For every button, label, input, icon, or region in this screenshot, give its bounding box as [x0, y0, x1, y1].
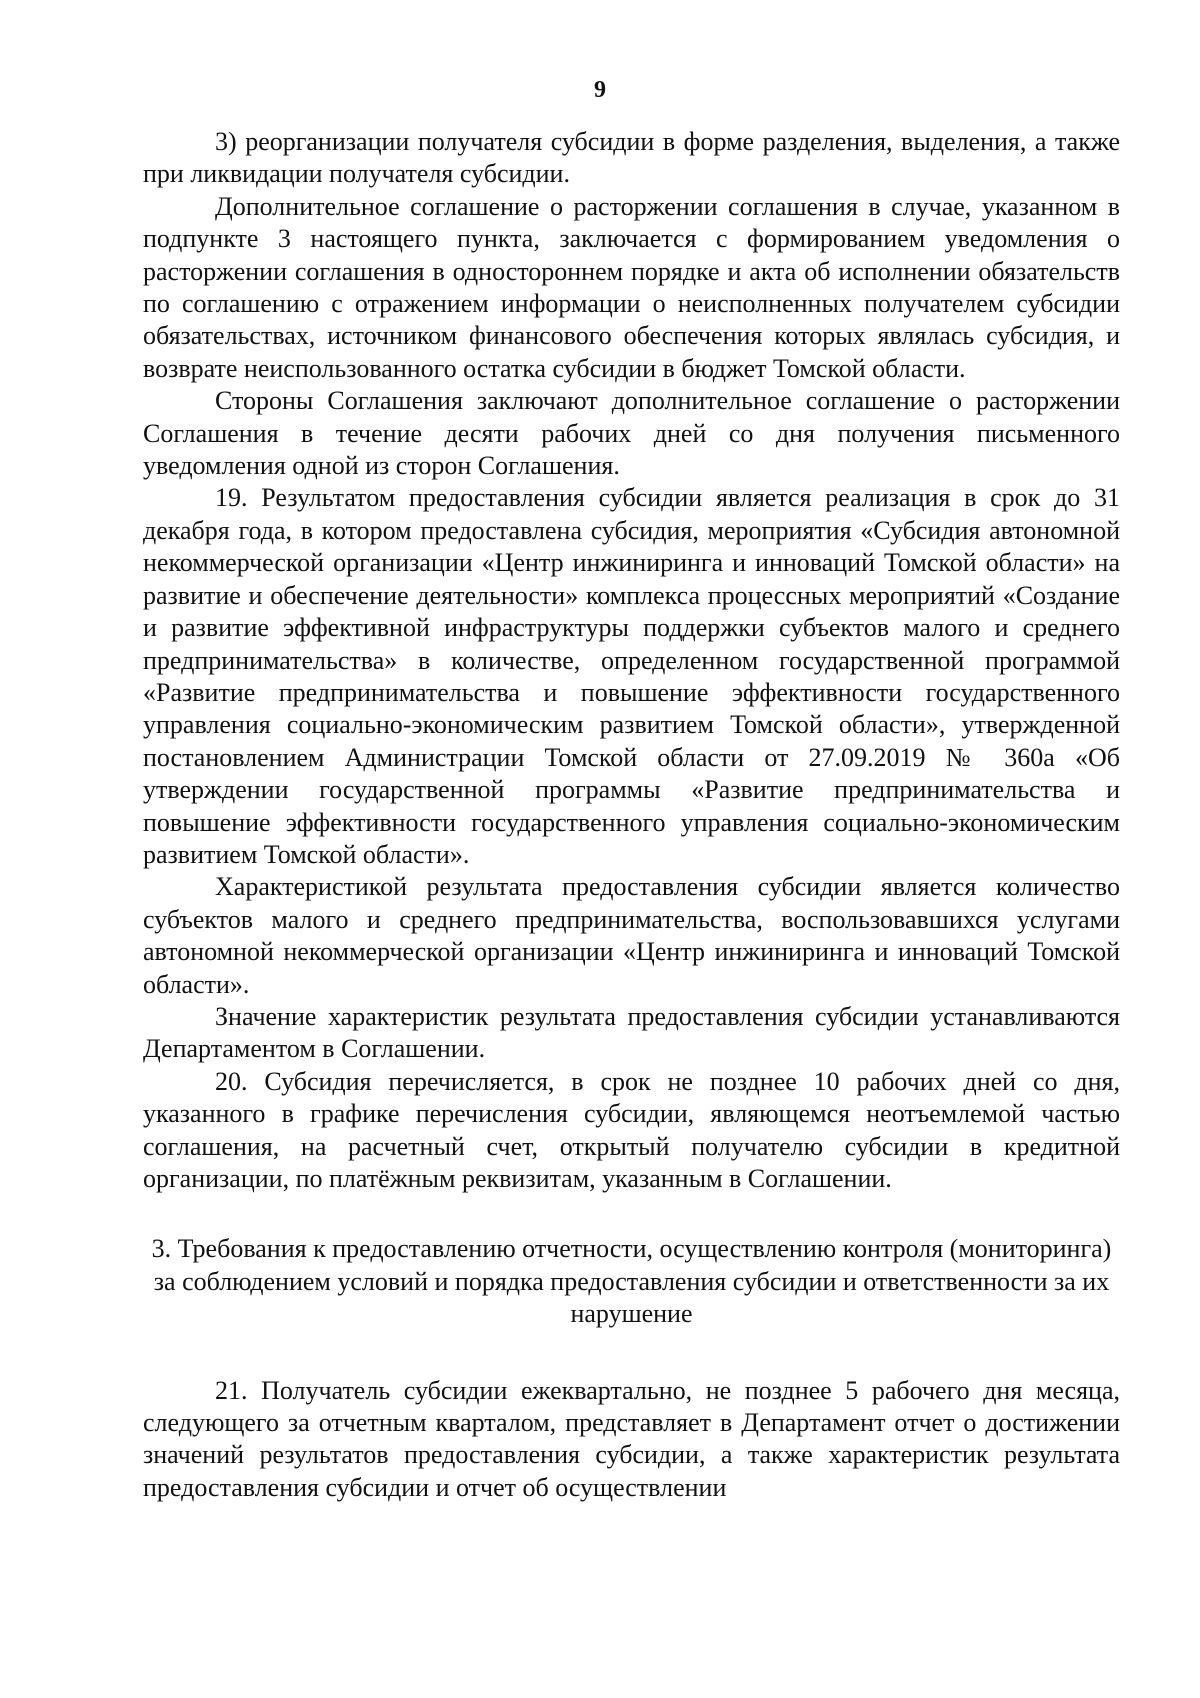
paragraph-result-characteristic: Характеристикой результата предоставления субсидии является количество субъектов малого и среднего предпринимательства, воспользовавшихся услугами автономной некоммерческой организации «Центр инжиниринга и инноваций Томской области».	[143, 872, 1120, 999]
paragraph-20-transfer: 20. Субсидия перечисляется, в срок не позднее 10 рабочих дней со дня, указанного в графике перечисления субсидии, являющемся неотъемлемой частью соглашения, на расчетный счет, открытый получателю субсидии в кредитной организации, по платёжным реквизитам, указанным в Соглашении.	[143, 1066, 1120, 1193]
document-body	[143, 126, 1120, 1504]
paragraph-parties-termination: Стороны Соглашения заключают дополнительное соглашение о расторжении Соглашения в течение десяти рабочих дней со дня получения письменного уведомления одной из сторон Соглашения.	[143, 386, 1120, 481]
paragraph-characteristic-values: Значение характеристик результата предоставления субсидии устанавливаются Департаментом в Соглашении.	[143, 1001, 1120, 1064]
page-number: 9	[594, 77, 606, 103]
paragraph-19-result: 19. Результатом предоставления субсидии является реализация в срок до 31 декабря года, в котором предоставлена субсидия, мероприятия «Субсидия автономной некоммерческой организации «Центр инжиниринга и инноваций Томской области» на развитие и обеспечение деятельности» комплекса процессных мероприятий «Создание и развитие эффективной инфраструктуры поддержки субъектов малого и среднего предпринимательства» в количестве, определенном государственной программой «Развитие предпринимательства и повышение эффективности государственного управления социально-экономическим развитием Томской области», утвержденной постановлением Администрации Томской области от 27.09.2019 № 360а «Об утверждении государственной программы «Развитие предпринимательства и повышение эффективности государственного управления социально-экономическим развитием Томской области».	[143, 483, 1120, 869]
section-heading: 3. Требования к предоставлению отчетности, осуществлению контроля (мониторинга) за соблюдением условий и порядка предоставления субсидии и ответственности за их нарушение	[151, 1234, 1112, 1329]
paragraph-reorganization: 3) реорганизации получателя субсидии в форме разделения, выделения, а также при ликвидации получателя субсидии.	[143, 127, 1120, 189]
paragraph-additional-agreement: Дополнительное соглашение о расторжении соглашения в случае, указанном в подпункте 3 настоящего пункта, заключается с формированием уведомления о расторжении соглашения в одностороннем порядке и акта об исполнении обязательств по соглашению с отражением информации о неисполненных получателем субсидии обязательствах, источником финансового обеспечения которых являлась субсидия, и возврате неиспользованного остатка субсидии в бюджет Томской области.	[143, 191, 1120, 383]
paragraph-21-reporting: 21. Получатель субсидии ежеквартально, не позднее 5 рабочего дня месяца, следующего за отчетным кварталом, представляет в Департамент отчет о достижении значений результатов предоставления субсидии, а также характеристик результата предоставления субсидии и отчет об осуществлении	[143, 1375, 1120, 1502]
